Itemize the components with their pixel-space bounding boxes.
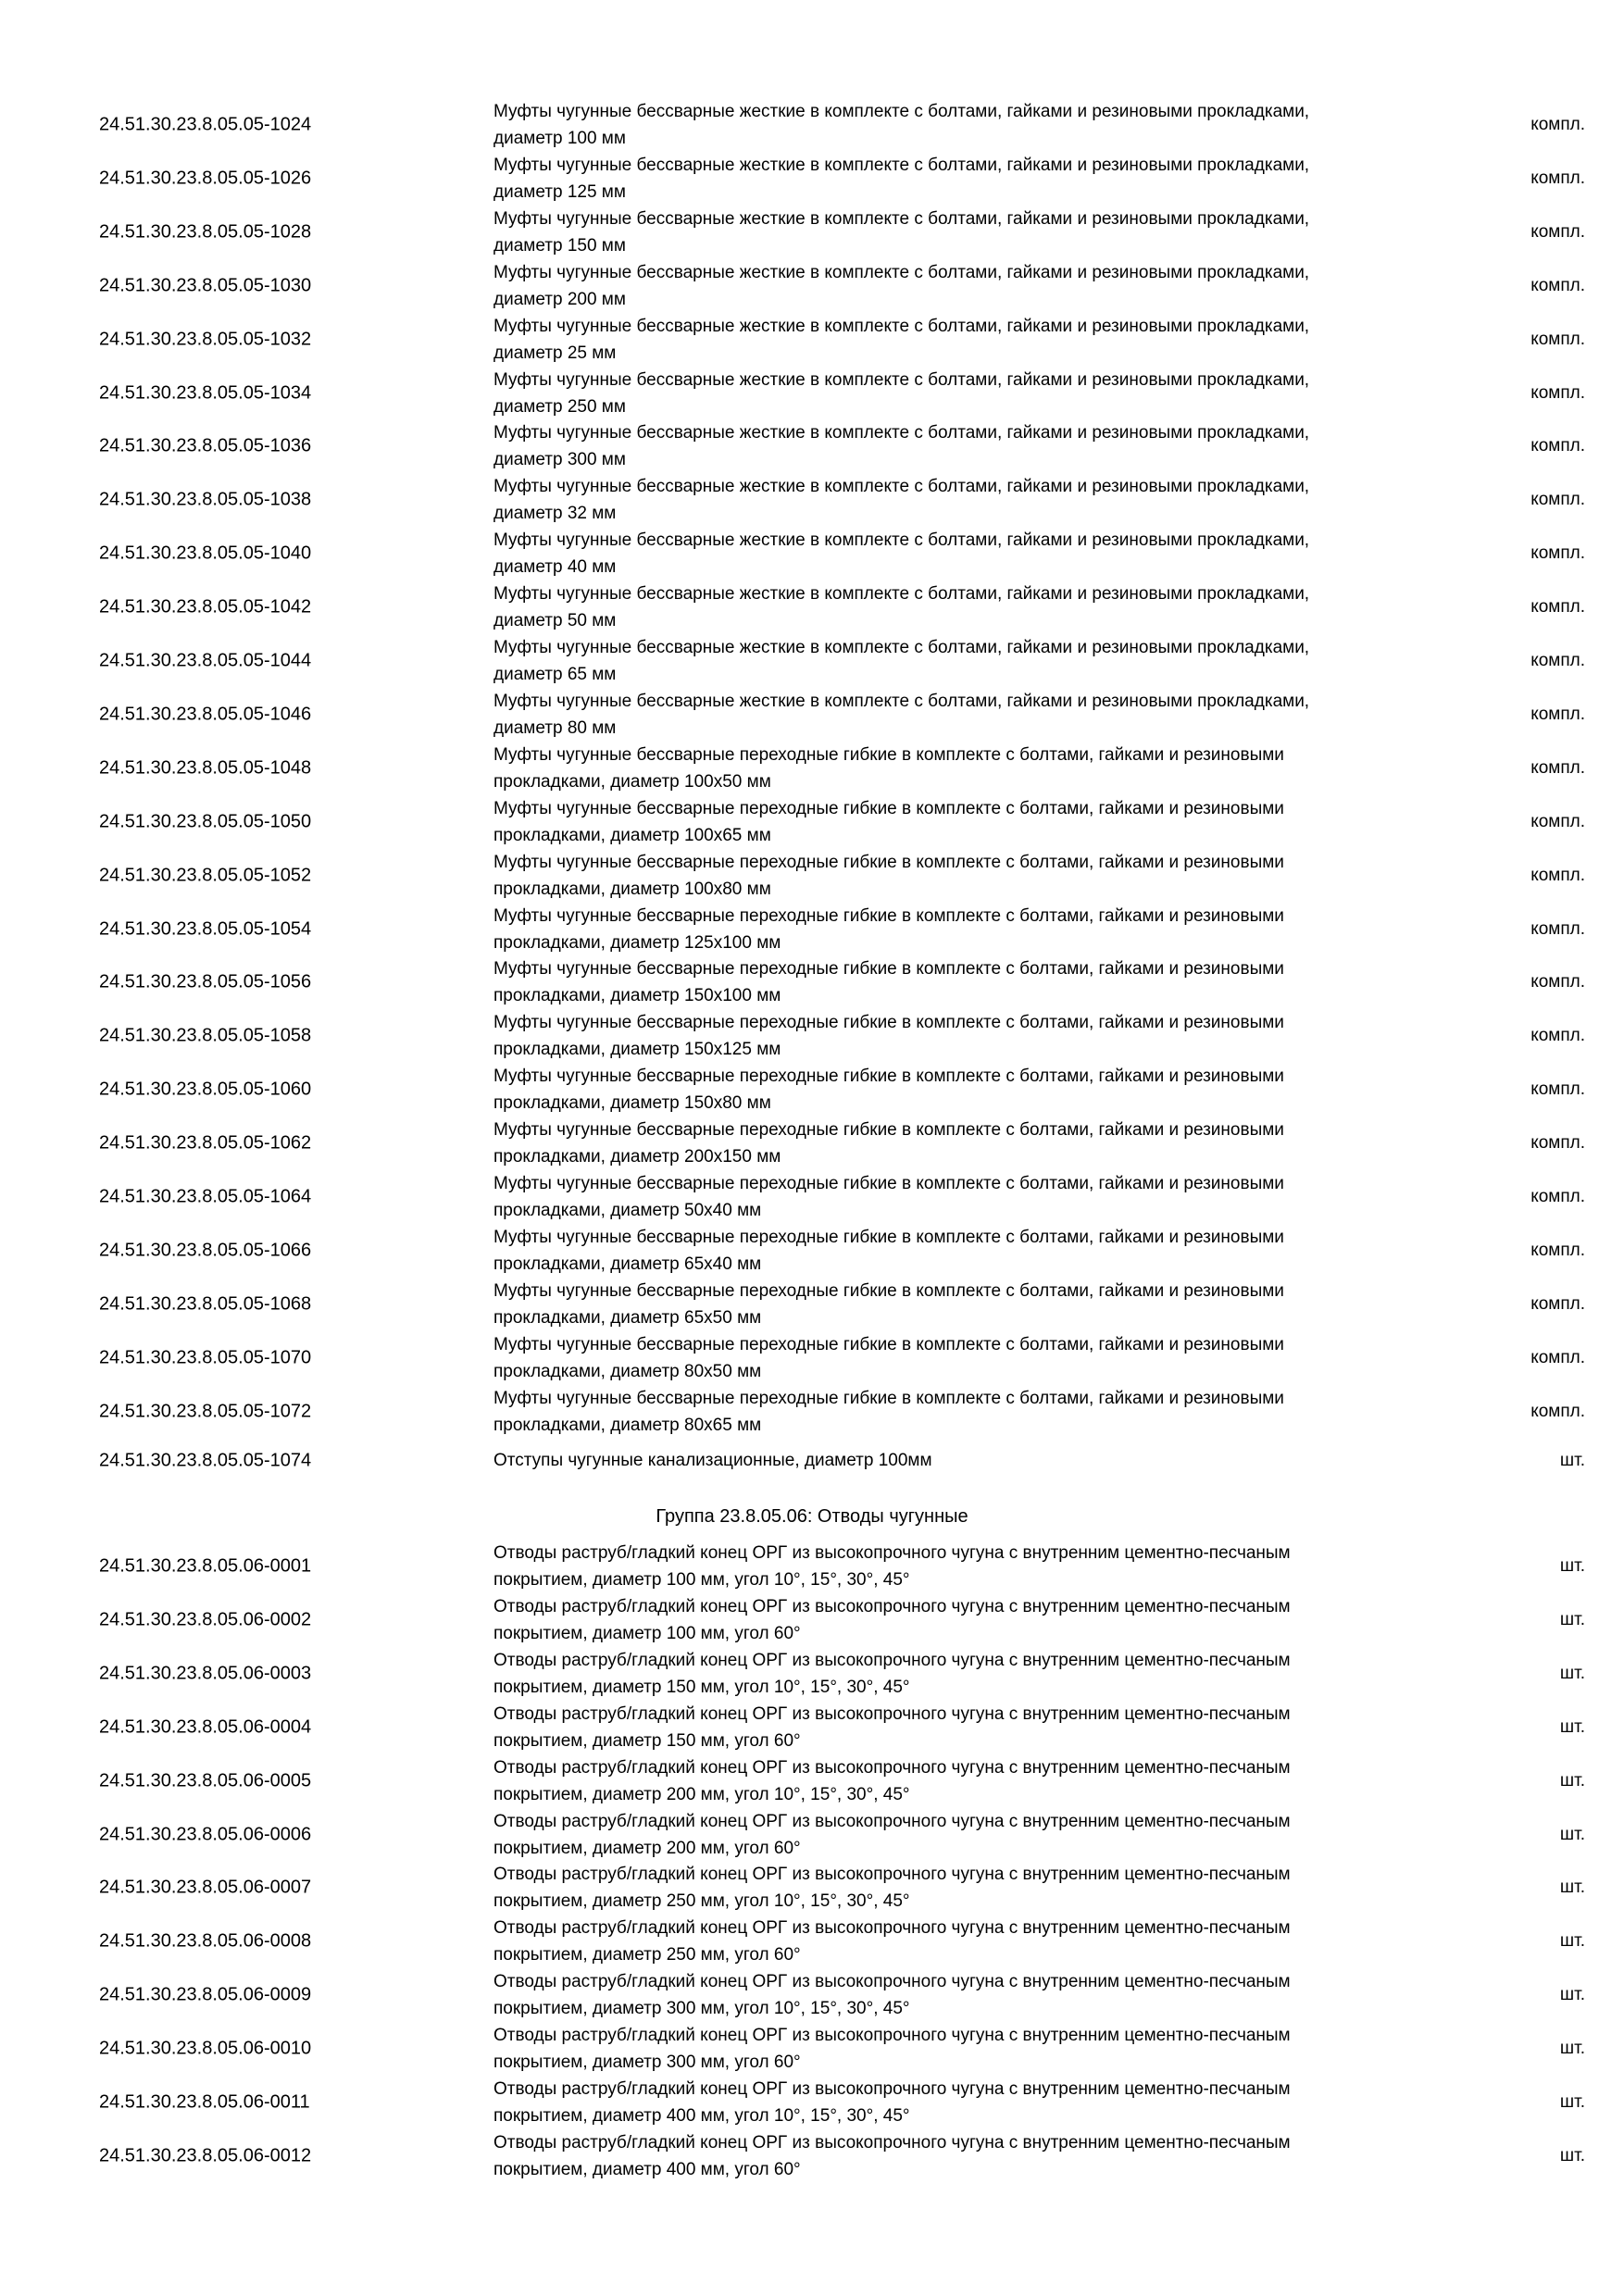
table-row — [0, 1063, 1624, 1117]
item-unit: компл. — [1530, 168, 1585, 188]
description-line: прокладками, диаметр 100х50 мм — [493, 772, 771, 792]
description-line: Муфты чугунные бессварные жесткие в комплекте с болтами, гайками и резиновыми прокладками, — [493, 370, 1310, 390]
item-unit: шт. — [1559, 1664, 1585, 1683]
table-row — [0, 688, 1624, 742]
item-code: 24.51.30.23.8.05.05-1068 — [99, 1293, 312, 1315]
item-unit: компл. — [1530, 972, 1585, 992]
table-row — [0, 1968, 1624, 2022]
item-description — [493, 688, 1456, 742]
table-row — [0, 1754, 1624, 1808]
description-line: прокладками, диаметр 65х50 мм — [493, 1308, 762, 1328]
description-line: покрытием, диаметр 300 мм, угол 60° — [493, 2053, 801, 2072]
description-line: покрытием, диаметр 100 мм, угол 60° — [493, 1624, 801, 1643]
table-row — [0, 2076, 1624, 2129]
item-code: 24.51.30.23.8.05.05-1070 — [99, 1347, 312, 1368]
item-unit: компл. — [1530, 705, 1585, 724]
item-unit: компл. — [1530, 812, 1585, 831]
description-line: диаметр 100 мм — [493, 129, 626, 148]
description-line: диаметр 32 мм — [493, 504, 617, 523]
description-line: Муфты чугунные бессварные жесткие в комплекте с болтами, гайками и резиновыми прокладками, — [493, 423, 1310, 443]
description-line: прокладками, диаметр 50х40 мм — [493, 1201, 762, 1220]
item-code: 24.51.30.23.8.05.05-1062 — [99, 1132, 312, 1154]
description-line: Отводы раструб/гладкий конец ОРГ из высокопрочного чугуна с внутренним цементно-песчаным — [493, 1597, 1291, 1616]
item-code: 24.51.30.23.8.05.05-1066 — [99, 1240, 312, 1261]
description-line: Муфты чугунные бессварные переходные гибкие в комплекте с болтами, гайками и резиновыми — [493, 1013, 1284, 1032]
description-line: Отводы раструб/гладкий конец ОРГ из высокопрочного чугуна с внутренним цементно-песчаным — [493, 1812, 1291, 1831]
description-line: покрытием, диаметр 100 мм, угол 10°, 15°, 30°, 45° — [493, 1570, 910, 1590]
description-line: покрытием, диаметр 250 мм, угол 60° — [493, 1945, 801, 1965]
description-line: диаметр 300 мм — [493, 450, 626, 469]
item-code: 24.51.30.23.8.05.05-1054 — [99, 918, 312, 940]
item-unit: компл. — [1530, 1294, 1585, 1314]
table-row — [0, 1915, 1624, 1968]
description-line: покрытием, диаметр 300 мм, угол 10°, 15°, 30°, 45° — [493, 1999, 910, 2018]
description-line: прокладками, диаметр 150х80 мм — [493, 1093, 771, 1113]
item-unit: компл. — [1530, 597, 1585, 617]
table-row — [0, 2129, 1624, 2183]
description-line: Муфты чугунные бессварные переходные гибкие в комплекте с болтами, гайками и резиновыми — [493, 853, 1284, 872]
item-unit: шт. — [1559, 1771, 1585, 1791]
item-code: 24.51.30.23.8.05.05-1040 — [99, 543, 312, 564]
description-line: Муфты чугунные бессварные переходные гибкие в комплекте с болтами, гайками и резиновыми — [493, 799, 1284, 818]
description-line: покрытием, диаметр 400 мм, угол 60° — [493, 2160, 801, 2179]
table-row — [0, 795, 1624, 849]
description-line: диаметр 80 мм — [493, 718, 617, 738]
table-row — [0, 527, 1624, 580]
item-code: 24.51.30.23.8.05.05-1030 — [99, 275, 312, 296]
table-row — [0, 1170, 1624, 1224]
description-line: прокладками, диаметр 80х65 мм — [493, 1416, 762, 1435]
item-description — [493, 1808, 1456, 1862]
table-row — [0, 580, 1624, 634]
item-unit: шт. — [1559, 1878, 1585, 1897]
description-line: Отводы раструб/гладкий конец ОРГ из высокопрочного чугуна с внутренним цементно-песчаным — [493, 2079, 1291, 2099]
item-unit: компл. — [1530, 1079, 1585, 1099]
description-line: Муфты чугунные бессварные переходные гибкие в комплекте с болтами, гайками и резиновыми — [493, 1335, 1284, 1354]
item-unit: компл. — [1530, 651, 1585, 670]
description-line: покрытием, диаметр 150 мм, угол 60° — [493, 1731, 801, 1751]
item-unit: компл. — [1530, 436, 1585, 455]
description-line: Муфты чугунные бессварные жесткие в комплекте с болтами, гайками и резиновыми прокладками, — [493, 102, 1310, 121]
description-line: Муфты чугунные бессварные переходные гибкие в комплекте с болтами, гайками и резиновыми — [493, 906, 1284, 926]
description-line: Отступы чугунные канализационные, диаметр 100мм — [493, 1451, 932, 1470]
item-code: 24.51.30.23.8.05.05-1038 — [99, 489, 312, 510]
item-code: 24.51.30.23.8.05.05-1032 — [99, 329, 312, 350]
item-description — [493, 206, 1456, 259]
description-line: Муфты чугунные бессварные жесткие в комплекте с болтами, гайками и резиновыми прокладками, — [493, 209, 1310, 229]
table-row — [0, 1224, 1624, 1278]
item-code: 24.51.30.23.8.05.05-1042 — [99, 596, 312, 618]
description-line: Отводы раструб/гладкий конец ОРГ из высокопрочного чугуна с внутренним цементно-песчаным — [493, 1972, 1291, 1991]
item-description — [493, 527, 1456, 580]
item-description — [493, 903, 1456, 956]
item-code: 24.51.30.23.8.05.06-0004 — [99, 1716, 312, 1738]
item-description — [493, 795, 1456, 849]
item-description — [493, 152, 1456, 206]
table-row — [0, 955, 1624, 1009]
item-description — [493, 1009, 1456, 1063]
item-description — [493, 2076, 1456, 2129]
item-unit: компл. — [1530, 1348, 1585, 1367]
item-unit: компл. — [1530, 1187, 1585, 1206]
description-line: Муфты чугунные бессварные жесткие в комплекте с болтами, гайками и резиновыми прокладками, — [493, 156, 1310, 175]
description-line: диаметр 40 мм — [493, 557, 617, 577]
item-unit: компл. — [1530, 866, 1585, 885]
description-line: прокладками, диаметр 125х100 мм — [493, 933, 781, 953]
item-code: 24.51.30.23.8.05.05-1072 — [99, 1401, 312, 1422]
item-description — [493, 2022, 1456, 2076]
item-unit: шт. — [1559, 1931, 1585, 1951]
item-description — [493, 849, 1456, 903]
description-line: Муфты чугунные бессварные переходные гибкие в комплекте с болтами, гайками и резиновыми — [493, 1120, 1284, 1140]
item-code: 24.51.30.23.8.05.05-1048 — [99, 757, 312, 779]
item-code: 24.51.30.23.8.05.05-1058 — [99, 1025, 312, 1046]
description-line: прокладками, диаметр 100х65 мм — [493, 826, 771, 845]
description-line: Муфты чугунные бессварные жесткие в комплекте с болтами, гайками и резиновыми прокладками, — [493, 263, 1310, 282]
description-line: прокладками, диаметр 80х50 мм — [493, 1362, 762, 1381]
item-unit: шт. — [1559, 1451, 1585, 1470]
table-row — [0, 1009, 1624, 1063]
description-line: диаметр 65 мм — [493, 665, 617, 684]
table-row — [0, 849, 1624, 903]
description-line: Муфты чугунные бессварные жесткие в комплекте с болтами, гайками и резиновыми прокладками, — [493, 584, 1310, 604]
table-row — [0, 419, 1624, 473]
item-unit: шт. — [1559, 1825, 1585, 1844]
table-row — [0, 1861, 1624, 1915]
item-unit: компл. — [1530, 1133, 1585, 1153]
description-line: Отводы раструб/гладкий конец ОРГ из высокопрочного чугуна с внутренним цементно-песчаным — [493, 1704, 1291, 1724]
description-line: диаметр 25 мм — [493, 343, 617, 363]
item-unit: компл. — [1530, 543, 1585, 563]
description-line: покрытием, диаметр 200 мм, угол 10°, 15°, 30°, 45° — [493, 1785, 910, 1804]
item-description — [493, 1224, 1456, 1278]
item-unit: компл. — [1530, 919, 1585, 939]
table-row — [0, 313, 1624, 367]
item-description — [493, 1117, 1456, 1170]
table-row — [0, 903, 1624, 956]
item-description — [493, 1915, 1456, 1968]
item-unit: шт. — [1559, 2039, 1585, 2058]
item-description — [493, 742, 1456, 795]
item-unit: шт. — [1559, 2092, 1585, 2112]
description-line: Муфты чугунные бессварные переходные гибкие в комплекте с болтами, гайками и резиновыми — [493, 1067, 1284, 1086]
item-code: 24.51.30.23.8.05.06-0002 — [99, 1609, 312, 1630]
item-unit: компл. — [1530, 1402, 1585, 1421]
item-code: 24.51.30.23.8.05.05-1052 — [99, 865, 312, 886]
item-code: 24.51.30.23.8.05.05-1026 — [99, 168, 312, 189]
description-line: Отводы раструб/гладкий конец ОРГ из высокопрочного чугуна с внутренним цементно-песчаным — [493, 1918, 1291, 1938]
item-description — [493, 1861, 1456, 1915]
description-line: Муфты чугунные бессварные жесткие в комплекте с болтами, гайками и резиновыми прокладками, — [493, 477, 1310, 496]
item-description — [493, 2129, 1456, 2183]
description-line: Муфты чугунные бессварные переходные гибкие в комплекте с болтами, гайками и резиновыми — [493, 1389, 1284, 1408]
description-line: покрытием, диаметр 150 мм, угол 10°, 15°, 30°, 45° — [493, 1678, 910, 1697]
item-code: 24.51.30.23.8.05.06-0003 — [99, 1663, 312, 1684]
item-code: 24.51.30.23.8.05.06-0009 — [99, 1984, 312, 2005]
item-unit: компл. — [1530, 383, 1585, 403]
item-description — [493, 313, 1456, 367]
item-code: 24.51.30.23.8.05.06-0008 — [99, 1930, 312, 1952]
item-unit: шт. — [1559, 1610, 1585, 1629]
item-unit: компл. — [1530, 1241, 1585, 1260]
description-line: диаметр 200 мм — [493, 290, 626, 309]
description-line: Муфты чугунные бессварные жесткие в комплекте с болтами, гайками и резиновыми прокладками, — [493, 638, 1310, 657]
table-row — [0, 742, 1624, 795]
description-line: Муфты чугунные бессварные жесткие в комплекте с болтами, гайками и резиновыми прокладками, — [493, 692, 1310, 711]
item-code: 24.51.30.23.8.05.05-1028 — [99, 221, 312, 243]
item-description — [493, 580, 1456, 634]
item-code: 24.51.30.23.8.05.06-0001 — [99, 1555, 312, 1577]
item-unit: компл. — [1530, 490, 1585, 509]
item-description — [493, 473, 1456, 527]
description-line: прокладками, диаметр 200х150 мм — [493, 1147, 781, 1167]
item-description — [493, 1331, 1456, 1385]
item-unit: компл. — [1530, 758, 1585, 778]
description-line: Муфты чугунные бессварные переходные гибкие в комплекте с болтами, гайками и резиновыми — [493, 959, 1284, 979]
item-description — [493, 1278, 1456, 1331]
item-description — [493, 1540, 1456, 1593]
description-line: прокладками, диаметр 100х80 мм — [493, 880, 771, 899]
description-line: Муфты чугунные бессварные переходные гибкие в комплекте с болтами, гайками и резиновыми — [493, 745, 1284, 765]
description-line: Отводы раструб/гладкий конец ОРГ из высокопрочного чугуна с внутренним цементно-песчаным — [493, 1651, 1291, 1670]
item-description — [493, 955, 1456, 1009]
table-row — [0, 1593, 1624, 1647]
description-line: Отводы раструб/гладкий конец ОРГ из высокопрочного чугуна с внутренним цементно-песчаным — [493, 1543, 1291, 1563]
description-line: Отводы раструб/гладкий конец ОРГ из высокопрочного чугуна с внутренним цементно-песчаным — [493, 1865, 1291, 1884]
table-row — [0, 206, 1624, 259]
item-code: 24.51.30.23.8.05.06-0010 — [99, 2038, 312, 2059]
table-row — [0, 1385, 1624, 1439]
item-code: 24.51.30.23.8.05.05-1044 — [99, 650, 312, 671]
description-line: диаметр 125 мм — [493, 182, 626, 202]
item-code: 24.51.30.23.8.05.05-1046 — [99, 704, 312, 725]
table-row — [0, 473, 1624, 527]
description-line: Муфты чугунные бессварные жесткие в комплекте с болтами, гайками и резиновыми прокладками, — [493, 530, 1310, 550]
description-line: диаметр 50 мм — [493, 611, 617, 630]
description-line: диаметр 150 мм — [493, 236, 626, 256]
description-line: Отводы раструб/гладкий конец ОРГ из высокопрочного чугуна с внутренним цементно-песчаным — [493, 2026, 1291, 2045]
item-code: 24.51.30.23.8.05.05-1036 — [99, 435, 312, 456]
item-unit: компл. — [1530, 115, 1585, 134]
table-row — [0, 1540, 1624, 1593]
item-code: 24.51.30.23.8.05.05-1024 — [99, 114, 312, 135]
item-description — [493, 634, 1456, 688]
description-line: покрытием, диаметр 400 мм, угол 10°, 15°, 30°, 45° — [493, 2106, 910, 2126]
description-line: Отводы раструб/гладкий конец ОРГ из высокопрочного чугуна с внутренним цементно-песчаным — [493, 1758, 1291, 1778]
item-unit: компл. — [1530, 276, 1585, 295]
table-row — [0, 367, 1624, 420]
item-code: 24.51.30.23.8.05.06-0012 — [99, 2145, 312, 2166]
table-row — [0, 2022, 1624, 2076]
item-description — [493, 1647, 1456, 1701]
table-row — [0, 1439, 1624, 1483]
item-description — [493, 259, 1456, 313]
description-line: Муфты чугунные бессварные переходные гибкие в комплекте с болтами, гайками и резиновыми — [493, 1281, 1284, 1301]
item-description — [493, 98, 1456, 152]
item-unit: компл. — [1530, 222, 1585, 242]
item-unit: шт. — [1559, 1556, 1585, 1576]
item-unit: компл. — [1530, 330, 1585, 349]
item-code: 24.51.30.23.8.05.05-1060 — [99, 1079, 312, 1100]
item-description — [493, 1385, 1456, 1439]
table-row — [0, 98, 1624, 152]
group-title: Группа 23.8.05.06: Отводы чугунные — [656, 1506, 968, 1527]
item-code: 24.51.30.23.8.05.06-0007 — [99, 1877, 312, 1898]
item-description — [493, 1439, 1456, 1483]
item-unit: шт. — [1559, 1717, 1585, 1737]
table-row — [0, 1701, 1624, 1754]
table-row — [0, 259, 1624, 313]
description-line: Отводы раструб/гладкий конец ОРГ из высокопрочного чугуна с внутренним цементно-песчаным — [493, 2133, 1291, 2152]
item-unit: компл. — [1530, 1026, 1585, 1045]
item-code: 24.51.30.23.8.05.06-0011 — [99, 2091, 310, 2113]
table-row — [0, 1808, 1624, 1862]
item-code: 24.51.30.23.8.05.06-0006 — [99, 1824, 312, 1845]
item-unit: шт. — [1559, 1985, 1585, 2004]
item-description — [493, 1170, 1456, 1224]
description-line: Муфты чугунные бессварные переходные гибкие в комплекте с болтами, гайками и резиновыми — [493, 1228, 1284, 1247]
item-description — [493, 1063, 1456, 1117]
table-row — [0, 1331, 1624, 1385]
item-code: 24.51.30.23.8.05.05-1064 — [99, 1186, 312, 1207]
description-line: Муфты чугунные бессварные жесткие в комплекте с болтами, гайками и резиновыми прокладками, — [493, 317, 1310, 336]
item-code: 24.51.30.23.8.05.05-1034 — [99, 382, 312, 404]
item-description — [493, 419, 1456, 473]
item-description — [493, 1701, 1456, 1754]
table-row — [0, 1278, 1624, 1331]
description-line: Муфты чугунные бессварные переходные гибкие в комплекте с болтами, гайками и резиновыми — [493, 1174, 1284, 1193]
description-line: прокладками, диаметр 150х125 мм — [493, 1040, 781, 1059]
table-row — [0, 1117, 1624, 1170]
item-code: 24.51.30.23.8.05.05-1056 — [99, 971, 312, 992]
item-code: 24.51.30.23.8.05.05-1074 — [99, 1450, 312, 1471]
item-code: 24.51.30.23.8.05.06-0005 — [99, 1770, 312, 1791]
description-line: прокладками, диаметр 150х100 мм — [493, 986, 781, 1005]
item-code: 24.51.30.23.8.05.05-1050 — [99, 811, 312, 832]
description-line: прокладками, диаметр 65х40 мм — [493, 1254, 762, 1274]
item-unit: шт. — [1559, 2146, 1585, 2165]
item-description — [493, 1754, 1456, 1808]
item-description — [493, 1968, 1456, 2022]
description-line: покрытием, диаметр 250 мм, угол 10°, 15°, 30°, 45° — [493, 1891, 910, 1911]
item-description — [493, 1593, 1456, 1647]
table-row — [0, 1647, 1624, 1701]
description-line: покрытием, диаметр 200 мм, угол 60° — [493, 1839, 801, 1858]
table-row — [0, 634, 1624, 688]
description-line: диаметр 250 мм — [493, 397, 626, 417]
item-description — [493, 367, 1456, 420]
table-row — [0, 152, 1624, 206]
